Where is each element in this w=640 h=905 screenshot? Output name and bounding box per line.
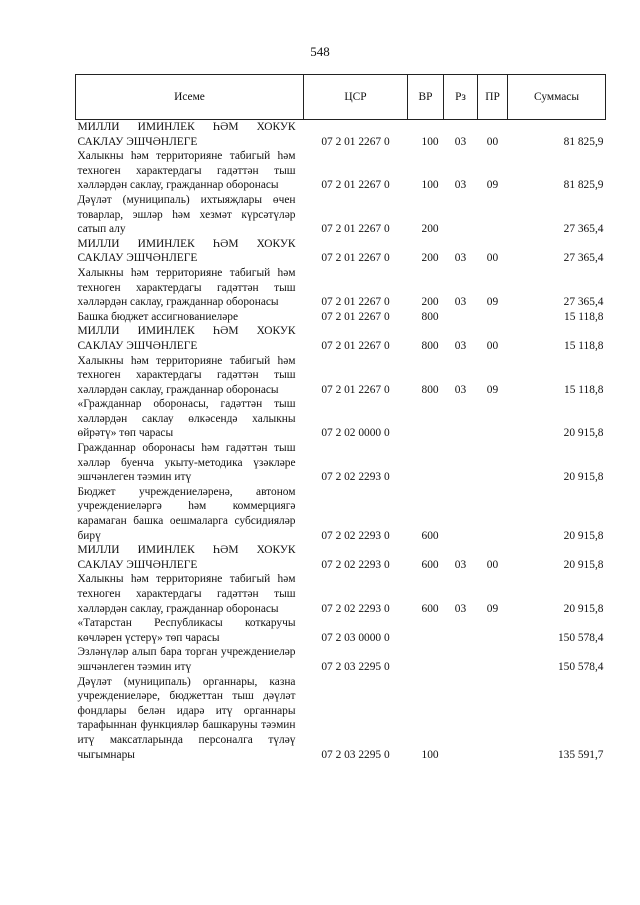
cell-rz: 03 bbox=[454, 135, 467, 148]
cell-pr: 09 bbox=[486, 179, 499, 192]
cell-vr bbox=[408, 645, 444, 674]
cell-csr: 07 2 01 2267 0 bbox=[321, 339, 390, 352]
cell-vr bbox=[408, 397, 444, 441]
cell-name: МИЛЛИ ИМИНЛЕК ҺӘМ ХОКУК САКЛАУ ЭШЧӘНЛЕГЕ bbox=[77, 544, 296, 571]
cell-sum: 27 365,4 bbox=[563, 296, 604, 309]
cell-pr: 09 bbox=[486, 602, 499, 615]
cell-vr: 200 bbox=[421, 223, 439, 236]
cell-name: Бюджет учреждениеләренә, автоном учреждениеләргә һәм коммерциягә карамаган башка оешмаларга субсидияләр бирү bbox=[77, 485, 296, 542]
cell-vr: 800 bbox=[421, 383, 439, 396]
cell-pr: 00 bbox=[486, 135, 499, 148]
header-vr: ВР bbox=[408, 75, 444, 120]
cell-csr: 07 2 02 0000 0 bbox=[321, 427, 390, 440]
cell-csr: 07 2 03 2295 0 bbox=[321, 660, 390, 673]
cell-rz: 03 bbox=[454, 179, 467, 192]
cell-pr bbox=[478, 310, 508, 325]
cell-sum: 20 915,8 bbox=[563, 427, 604, 440]
cell-csr: 07 2 02 2293 0 bbox=[321, 471, 390, 484]
cell-sum: 81 825,9 bbox=[563, 179, 604, 192]
cell-rz: 03 bbox=[454, 296, 467, 309]
cell-sum: 15 118,8 bbox=[564, 383, 604, 396]
cell-vr: 600 bbox=[421, 529, 439, 542]
cell-pr: 09 bbox=[486, 296, 499, 309]
cell-name: Дәүләт (муниципаль) ихтыяҗлары өчен товарлар, эшләр һәм хезмәт күрсәтүләр сатып алу bbox=[77, 193, 296, 236]
cell-csr: 07 2 01 2267 0 bbox=[321, 135, 390, 148]
cell-vr: 100 bbox=[421, 135, 439, 148]
cell-rz bbox=[444, 310, 478, 325]
table-row bbox=[76, 645, 606, 674]
cell-sum: 15 118,8 bbox=[564, 339, 604, 352]
cell-sum: 15 118,8 bbox=[564, 310, 604, 323]
cell-rz: 03 bbox=[454, 339, 467, 352]
cell-sum: 20 915,8 bbox=[563, 602, 604, 615]
table-row bbox=[76, 616, 606, 645]
cell-csr: 07 2 02 2293 0 bbox=[321, 529, 390, 542]
table-header-row bbox=[76, 75, 606, 120]
cell-name: Башка бюджет ассигнованиеләре bbox=[77, 310, 239, 323]
table-row bbox=[76, 543, 606, 572]
cell-vr: 200 bbox=[421, 296, 439, 309]
cell-csr: 07 2 02 2293 0 bbox=[321, 558, 390, 571]
cell-vr: 100 bbox=[421, 179, 439, 192]
table-row bbox=[76, 354, 606, 398]
cell-csr: 07 2 01 2267 0 bbox=[321, 296, 390, 309]
cell-pr bbox=[478, 675, 508, 763]
header-name: Исеме bbox=[76, 75, 304, 120]
cell-pr bbox=[478, 645, 508, 674]
table-row bbox=[76, 266, 606, 310]
cell-sum: 81 825,9 bbox=[563, 135, 604, 148]
cell-csr: 07 2 01 2267 0 bbox=[321, 252, 390, 265]
table-row bbox=[76, 149, 606, 193]
cell-csr: 07 2 03 0000 0 bbox=[321, 631, 390, 644]
table-row bbox=[76, 324, 606, 353]
cell-rz bbox=[444, 397, 478, 441]
cell-sum: 27 365,4 bbox=[563, 223, 604, 236]
table-row bbox=[76, 485, 606, 543]
header-sum: Суммасы bbox=[508, 75, 606, 120]
cell-vr: 600 bbox=[421, 558, 439, 571]
cell-pr bbox=[478, 397, 508, 441]
table-row bbox=[76, 675, 606, 763]
cell-name: «Татарстан Республикасы коткаручы көчләрен үстерү» төп чарасы bbox=[77, 617, 296, 644]
cell-csr: 07 2 01 2267 0 bbox=[321, 223, 390, 236]
cell-vr: 600 bbox=[421, 602, 439, 615]
cell-vr bbox=[408, 616, 444, 645]
header-rz: Рз bbox=[444, 75, 478, 120]
cell-name: «Гражданнар оборонасы, гадәттән тыш хәлләрдән саклау өлкәсендә халыкны өйрәтү» төп чарасы bbox=[77, 398, 296, 440]
cell-rz: 03 bbox=[454, 252, 467, 265]
table-row bbox=[76, 120, 606, 150]
cell-vr: 100 bbox=[421, 748, 439, 761]
cell-rz: 03 bbox=[454, 602, 467, 615]
table-row bbox=[76, 572, 606, 616]
cell-name: Халыкны һәм территорияне табигый һәм техноген характердагы гадәттән тыш хәлләрдән саклау, гражданнар оборонасы bbox=[77, 266, 296, 309]
page-number: 548 bbox=[310, 44, 330, 59]
table-row bbox=[76, 310, 606, 325]
cell-name: Халыкны һәм территорияне табигый һәм техноген характердагы гадәттән тыш хәлләрдән саклау, гражданнар оборонасы bbox=[77, 150, 296, 192]
cell-pr bbox=[478, 616, 508, 645]
cell-sum: 20 915,8 bbox=[563, 558, 604, 571]
cell-pr bbox=[478, 441, 508, 485]
cell-name: МИЛЛИ ИМИНЛЕК ҺӘМ ХОКУК САКЛАУ ЭШЧӘНЛЕГЕ bbox=[77, 237, 296, 265]
cell-csr: 07 2 01 2267 0 bbox=[321, 310, 390, 323]
cell-rz: 03 bbox=[454, 558, 467, 571]
header-pr: ПР bbox=[478, 75, 508, 120]
cell-sum: 20 915,8 bbox=[563, 471, 604, 484]
cell-pr: 00 bbox=[486, 558, 499, 571]
cell-rz bbox=[444, 441, 478, 485]
cell-sum: 150 578,4 bbox=[557, 660, 604, 673]
table-row bbox=[76, 237, 606, 266]
cell-rz bbox=[444, 616, 478, 645]
cell-vr: 200 bbox=[421, 252, 439, 265]
cell-name: Гражданнар оборонасы һәм гадәттән тыш хәлләр буенча укыту-методика үзәкләре эшчәнлеген тәэмин итү bbox=[77, 442, 296, 484]
cell-vr bbox=[408, 441, 444, 485]
cell-rz: 03 bbox=[454, 383, 467, 396]
cell-pr bbox=[478, 193, 508, 237]
cell-name: МИЛЛИ ИМИНЛЕК ҺӘМ ХОКУК САКЛАУ ЭШЧӘНЛЕГЕ bbox=[77, 121, 296, 148]
cell-pr: 09 bbox=[486, 383, 499, 396]
cell-sum: 135 591,7 bbox=[557, 748, 604, 761]
header-csr: ЦСР bbox=[304, 75, 408, 120]
cell-sum: 20 915,8 bbox=[563, 529, 604, 542]
cell-vr: 800 bbox=[421, 339, 439, 352]
cell-name: МИЛЛИ ИМИНЛЕК ҺӘМ ХОКУК САКЛАУ ЭШЧӘНЛЕГЕ bbox=[77, 325, 296, 352]
cell-csr: 07 2 02 2293 0 bbox=[321, 602, 390, 615]
cell-name: Халыкны һәм территорияне табигый һәм техноген характердагы гадәттән тыш хәлләрдән саклау, гражданнар оборонасы bbox=[77, 573, 296, 615]
budget-table bbox=[75, 74, 606, 762]
cell-sum: 27 365,4 bbox=[563, 252, 604, 265]
cell-pr: 00 bbox=[486, 252, 499, 265]
cell-name: Халыкны һәм территорияне табигый һәм техноген характердагы гадәттән тыш хәлләрдән саклау, гражданнар оборонасы bbox=[77, 354, 296, 396]
cell-sum: 150 578,4 bbox=[557, 631, 604, 644]
table-row bbox=[76, 441, 606, 485]
cell-name: Дәүләт (муниципаль) органнары, казна учреждениеләре, бюджеттан тыш дәүләт фондлары белән идарә итү органнары тарафыннан функцияләр башкаруны тәэмин итү максатларында персоналга түләү чыгымнары bbox=[77, 675, 296, 761]
cell-name: Эзләнүләр алып бара торган учреждениеләр эшчәнлеген тәэмин итү bbox=[77, 646, 296, 673]
table-row bbox=[76, 193, 606, 237]
cell-pr bbox=[478, 485, 508, 543]
cell-csr: 07 2 01 2267 0 bbox=[321, 383, 390, 396]
cell-pr: 00 bbox=[486, 339, 499, 352]
cell-rz bbox=[444, 645, 478, 674]
cell-rz bbox=[444, 193, 478, 237]
cell-csr: 07 2 01 2267 0 bbox=[321, 179, 390, 192]
cell-rz bbox=[444, 485, 478, 543]
cell-vr: 800 bbox=[421, 310, 439, 323]
table-row bbox=[76, 397, 606, 441]
cell-csr: 07 2 03 2295 0 bbox=[321, 748, 390, 761]
cell-rz bbox=[444, 675, 478, 763]
